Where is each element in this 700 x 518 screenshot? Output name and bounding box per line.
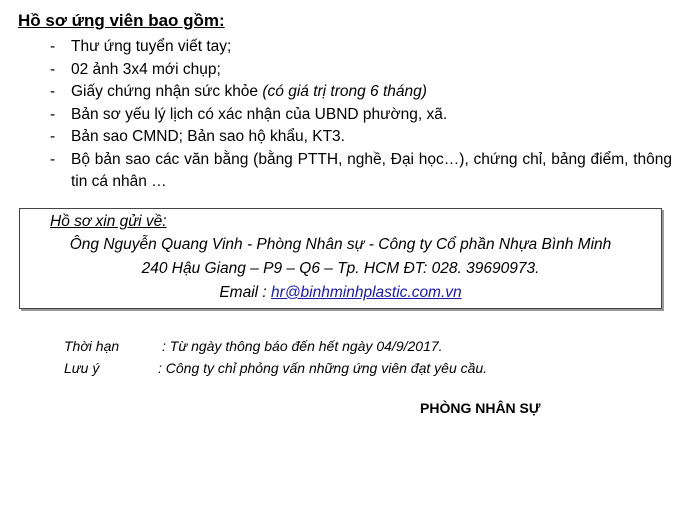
list-item-text: Thư ứng tuyển viết tay; [71, 38, 232, 55]
bullet-dash: - [50, 150, 56, 168]
deadline-value: : Từ ngày thông báo đến hết ngày 04/9/2017. [162, 338, 443, 354]
contact-label: Hồ sơ xin gửi về: [50, 213, 167, 230]
list-item-text: Giấy chứng nhận sức khỏe (có giá trị trong 6 tháng) [71, 83, 427, 100]
list-item-text: Bản sơ yếu lý lịch có xác nhận của UBND phường, xã. [71, 105, 448, 123]
list-item [50, 126, 672, 148]
requirements-heading: Hồ sơ ứng viên bao gồm: [18, 11, 225, 30]
deadline-label: Thời hạn [64, 338, 120, 354]
bullet-dash: - [50, 60, 56, 78]
bullet-dash: - [50, 38, 56, 55]
requirements-list [50, 36, 672, 193]
list-item-text: Bản sao CMND; Bản sao hộ khẩu, KT3. [71, 128, 345, 145]
list-item [50, 59, 672, 81]
list-item [50, 149, 672, 193]
contact-email-line [20, 284, 661, 302]
contact-address-line: 240 Hậu Giang – P9 – Q6 – Tp. HCM ĐT: 028. 39690973. [141, 260, 540, 277]
contact-name-line: Ông Nguyễn Quang Vinh - Phòng Nhân sự - Công ty Cổ phần Nhựa Bình Minh [69, 236, 612, 253]
email-link[interactable]: hr@binhminhplastic.com.vn [271, 284, 462, 301]
email-label: Email : [219, 284, 272, 301]
validity-note: (có giá trị trong 6 tháng) [262, 83, 427, 100]
note-label: Lưu ý [64, 360, 100, 376]
bullet-dash: - [50, 105, 56, 123]
list-item [50, 104, 672, 126]
bullet-dash: - [50, 83, 56, 100]
contact-box [19, 208, 662, 309]
list-item [50, 81, 672, 103]
note-value: : Công ty chỉ phỏng vấn những ứng viên đạt yêu cầu. [158, 360, 488, 376]
bullet-dash: - [50, 128, 56, 145]
list-item-text: 02 ảnh 3x4 mới chụp; [71, 60, 221, 78]
list-item-text: Bộ bản sao các văn bằng (bằng PTTH, nghề, Đại học…), chứng chỉ, bảng điểm, thông tin cá nhân … [71, 150, 672, 190]
list-item [50, 36, 672, 58]
signature-department: PHÒNG NHÂN SỰ [420, 400, 541, 416]
